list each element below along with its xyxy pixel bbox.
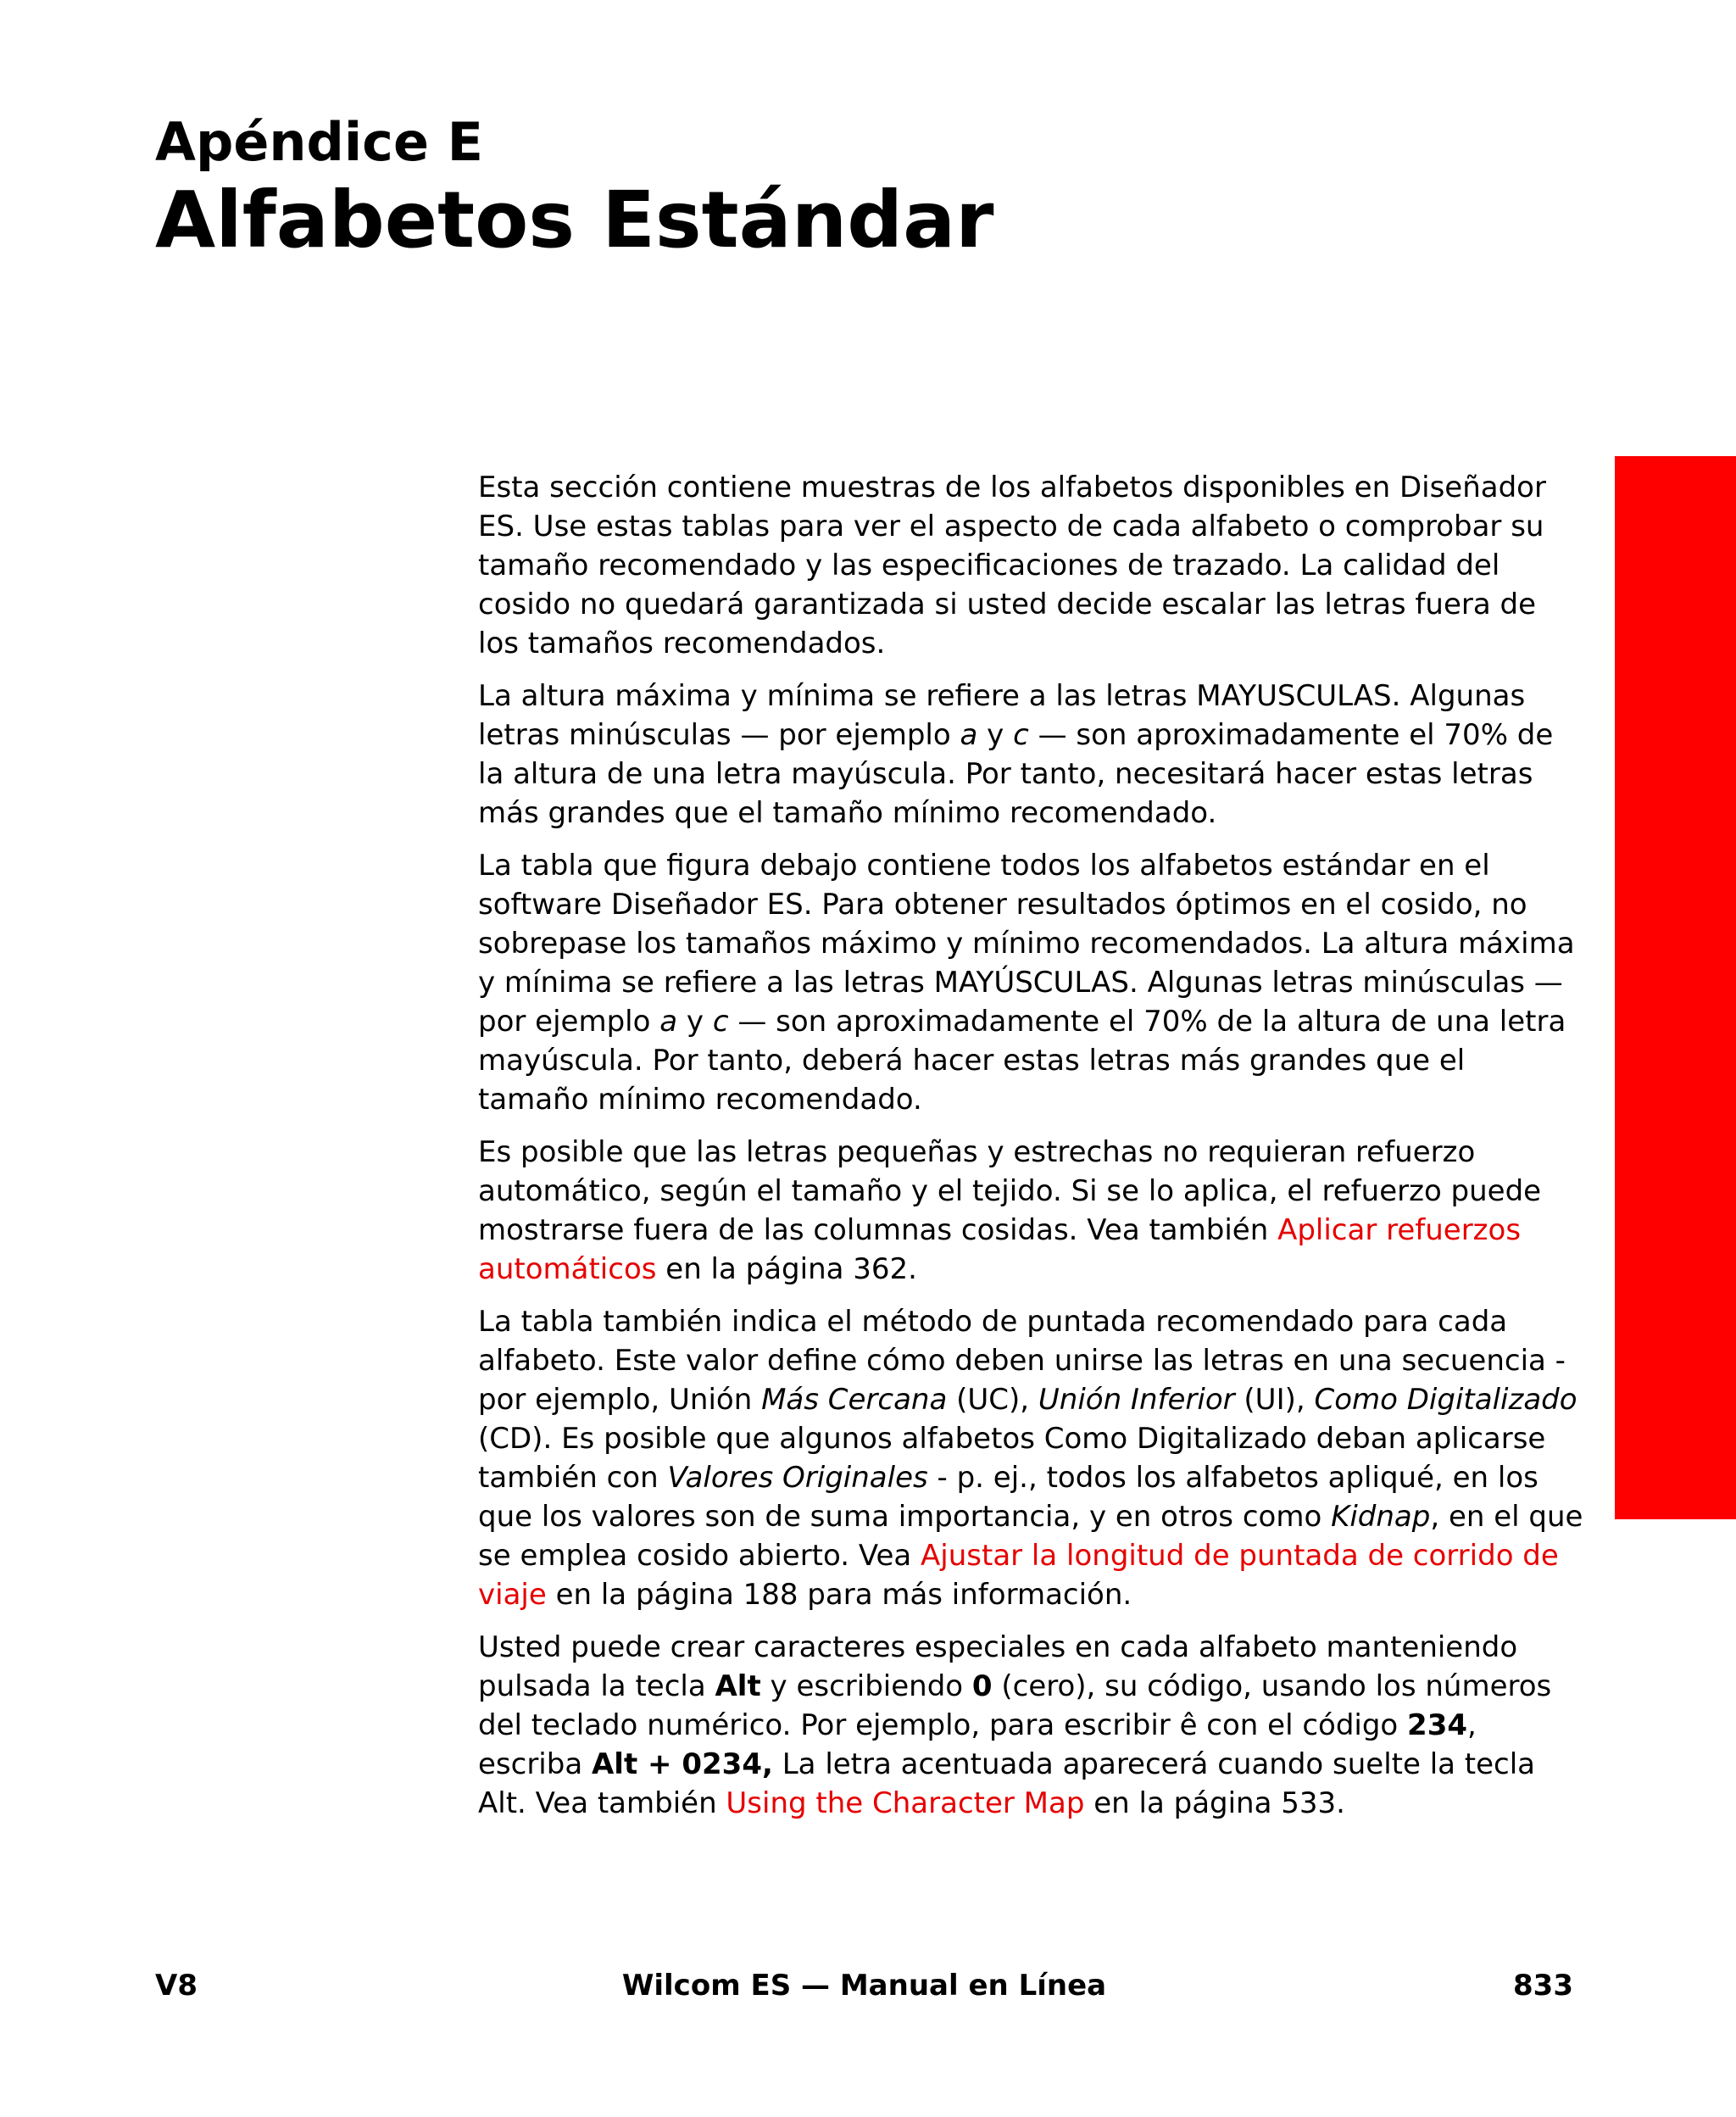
text-run: y	[677, 1005, 713, 1039]
paragraph-height	[478, 677, 1584, 833]
page-footer	[155, 1969, 1573, 2008]
text-run: — son aproximadamente el 70% de la altura de una letra mayúscula. Por tanto, necesitará hacer estas letras más grandes que el tamaño mínimo recomendado.	[478, 718, 1554, 830]
text-run: en la página 188 para más información.	[546, 1578, 1132, 1612]
appendix-label: Apéndice E	[155, 111, 483, 173]
page-number: 833	[1513, 1969, 1573, 2003]
text-run: La tabla también indica el método de puntada recomendado para cada alfabeto. Este valor define cómo deben unirse las letras en una secuencia - por ejemplo, Unión	[478, 1305, 1566, 1417]
text-run: La tabla que figura debajo contiene todos los alfabetos estándar en el software Diseñador ES. Para obtener resultados óptimos en el cosido, no sobrepase los tamaños máximo y mínimo recomendados. La altura máxima y mínima se refiere a las letras MAYÚSCULAS. Algunas letras minúsculas — por ejemplo	[478, 849, 1575, 1039]
italic-run: Kidnap	[1331, 1500, 1431, 1534]
bold-run: Alt	[715, 1669, 761, 1703]
italic-run: a	[960, 718, 978, 752]
link-character-map[interactable]: Using the Character Map	[726, 1786, 1085, 1820]
text-run: — son aproximadamente el 70% de la altura de una letra mayúscula. Por tanto, deberá hacer estas letras más grandes que el tamaño mínimo recomendado.	[478, 1005, 1566, 1117]
text-run: Usted puede crear caracteres especiales en cada alfabeto manteniendo pulsada la tecla	[478, 1630, 1518, 1703]
link-ajustar-longitud[interactable]: Ajustar la longitud de puntada de corrido de viaje	[478, 1539, 1559, 1612]
paragraph-intro: Esta sección contiene muestras de los alfabetos disponibles en Diseñador ES. Use estas tablas para ver el aspecto de cada alfabeto o comprobar su tamaño recomendado y las especificaciones de trazado. La calidad del cosido no quedará garantizada si usted decide escalar las letras fuera de los tamaños recomendados.	[478, 471, 1546, 660]
link-aplicar-refuerzos[interactable]: Aplicar refuerzos automáticos	[478, 1213, 1522, 1286]
paragraph-special-chars	[478, 1628, 1584, 1823]
text-run: - p. ej., todos los alfabetos apliqué, en los que los valores son de suma importancia, y en otros como	[478, 1461, 1538, 1534]
text-run: La letra acentuada aparecerá cuando suelte la tecla Alt. Vea también	[478, 1747, 1536, 1820]
text-run: y escribiendo	[760, 1669, 972, 1703]
italic-run: Más Cercana	[761, 1383, 948, 1417]
section-color-tab	[1615, 456, 1736, 1519]
italic-run: c	[1013, 718, 1029, 752]
italic-run: Como Digitalizado	[1314, 1383, 1577, 1417]
text-run: en la página 362.	[656, 1252, 917, 1286]
paragraph-table	[478, 846, 1584, 1119]
italic-run: Unión Inferior	[1038, 1383, 1235, 1417]
footer-manual-title: Wilcom ES — Manual en Línea	[621, 1969, 1107, 2003]
italic-run: a	[659, 1005, 678, 1039]
page-title: Alfabetos Estándar	[155, 175, 994, 265]
text-run: (UC),	[947, 1383, 1038, 1417]
page-heading	[155, 109, 994, 265]
bold-run: 234	[1407, 1708, 1468, 1742]
text-run: en la página 533.	[1084, 1786, 1345, 1820]
body-text	[478, 468, 1584, 1836]
text-run: La altura máxima y mínima se refiere a las letras MAYUSCULAS. Algunas letras minúsculas — por ejemplo	[478, 679, 1526, 752]
paragraph-joining	[478, 1302, 1584, 1614]
text-run: (cero), su código, usando los números del teclado numérico. Por ejemplo, para escribir ê con el código	[478, 1669, 1552, 1742]
bold-run: Alt + 0234,	[591, 1747, 773, 1781]
paragraph-underlay	[478, 1133, 1584, 1289]
italic-run: c	[712, 1005, 729, 1039]
italic-run: Valores Originales	[667, 1461, 928, 1495]
text-run: (CD). Es posible que algunos alfabetos Como Digitalizado deban aplicarse también con	[478, 1422, 1546, 1495]
text-run: y	[977, 718, 1014, 752]
text-run: , en el que se emplea cosido abierto. Vea	[478, 1500, 1583, 1573]
footer-version: V8	[155, 1969, 198, 2003]
text-run: Es posible que las letras pequeñas y estrechas no requieran refuerzo automático, según el tamaño y el tejido. Si se lo aplica, el refuerzo puede mostrarse fuera de las columnas cosidas. Vea también	[478, 1135, 1542, 1247]
bold-run: 0	[971, 1669, 993, 1703]
text-run: (UI),	[1234, 1383, 1315, 1417]
text-run: , escriba	[478, 1708, 1477, 1781]
